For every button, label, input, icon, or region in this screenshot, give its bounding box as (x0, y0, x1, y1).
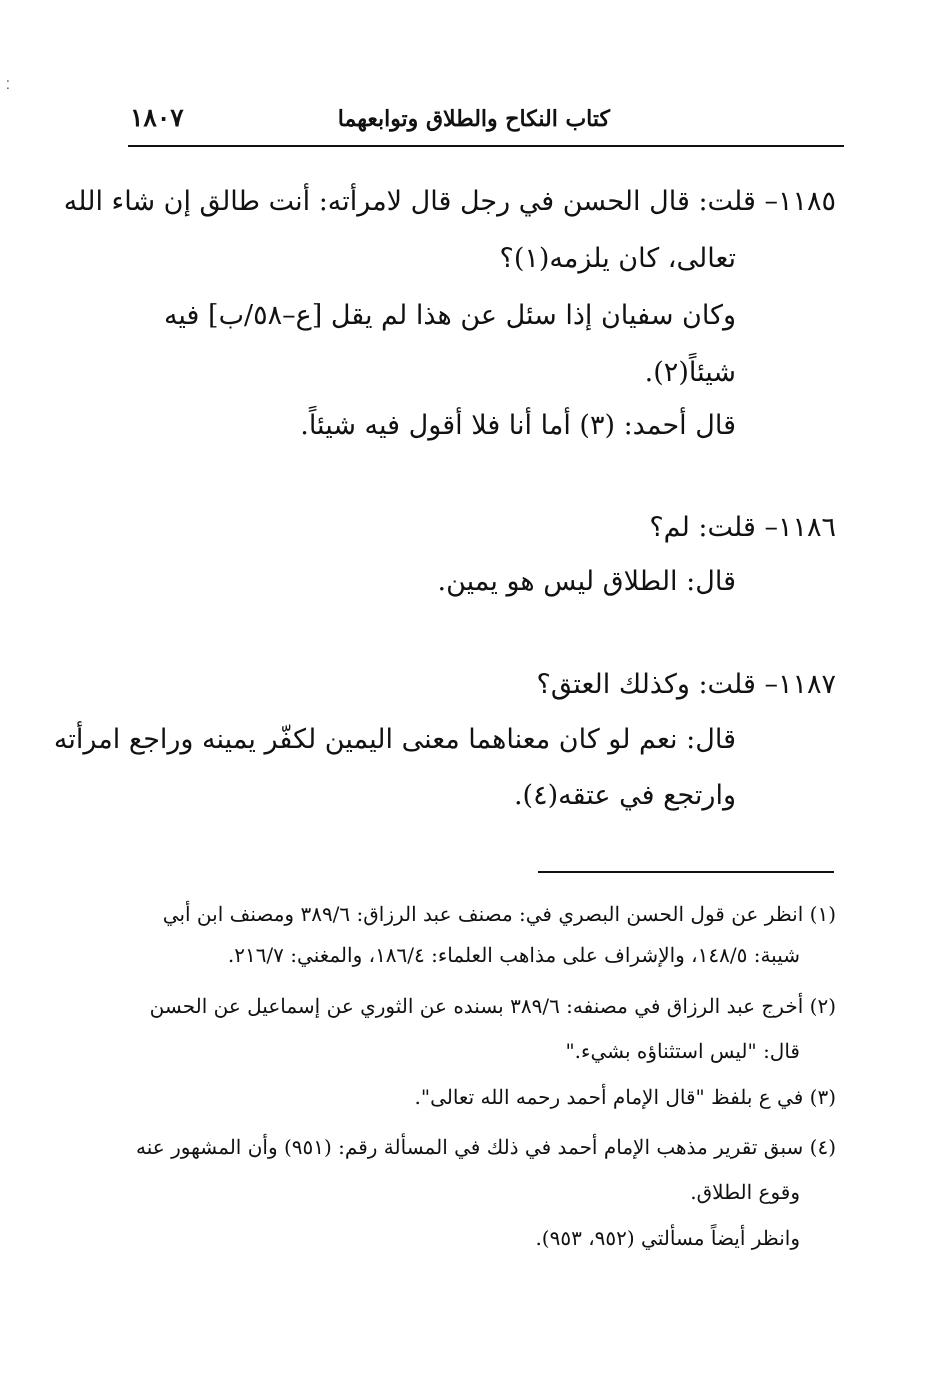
scan-mark: ⁚ (6, 78, 10, 92)
running-header-title: كتاب النكاح والطلاق وتوابعهما (337, 106, 610, 132)
body-line: قال: الطلاق ليس هو يمين. (437, 566, 736, 597)
footnote-line: وانظر أيضاً مسألتي (٩٥٢، ٩٥٣). (535, 1226, 800, 1250)
footnote-line: قال: "ليس استثناؤه بشيء." (565, 1039, 800, 1063)
body-line: وارتجع في عتقه(٤). (513, 780, 736, 811)
body-line: ١١٨٧– قلت: وكذلك العتق؟ (536, 669, 836, 700)
body-line: شيئاً(٢). (644, 357, 736, 388)
page-number: ١٨٠٧ (130, 103, 184, 132)
body-line: تعالى، كان يلزمه(١)؟ (499, 243, 736, 274)
body-line: ١١٨٥– قلت: قال الحسن في رجل قال لامرأته: أنت طالق إن شاء الله (63, 186, 836, 217)
body-line: وكان سفيان إذا سئل عن هذا لم يقل [ع–٥٨/ب] فيه (163, 300, 736, 331)
footnote-rule (538, 871, 834, 873)
body-line: ١١٨٦– قلت: لم؟ (649, 512, 836, 543)
footnote-line: (٤) سبق تقرير مذهب الإمام أحمد في ذلك في المسألة رقم: (٩٥١) وأن المشهور عنه (136, 1135, 836, 1159)
footnote-line: شيبة: ١٤٨/٥، والإشراف على مذاهب العلماء: ١٨٦/٤، والمغني: ٢١٦/٧. (227, 943, 800, 967)
body-line: قال أحمد: (٣) أما أنا فلا أقول فيه شيئاً. (300, 410, 736, 441)
header-rule (128, 145, 844, 147)
footnote-line: (٣) في ع بلفظ "قال الإمام أحمد رحمه الله تعالى". (414, 1085, 836, 1109)
footnote-line: (١) انظر عن قول الحسن البصري في: مصنف عبد الرزاق: ٣٨٩/٦ ومصنف ابن أبي (162, 902, 836, 926)
footnote-line: وقوع الطلاق. (690, 1180, 800, 1204)
footnote-line: (٢) أخرج عبد الرزاق في مصنفه: ٣٨٩/٦ بسنده عن الثوري عن إسماعيل عن الحسن (149, 994, 836, 1018)
body-line: قال: نعم لو كان معناهما معنى اليمين لكفّر يمينه وراجع امرأته (53, 724, 736, 755)
